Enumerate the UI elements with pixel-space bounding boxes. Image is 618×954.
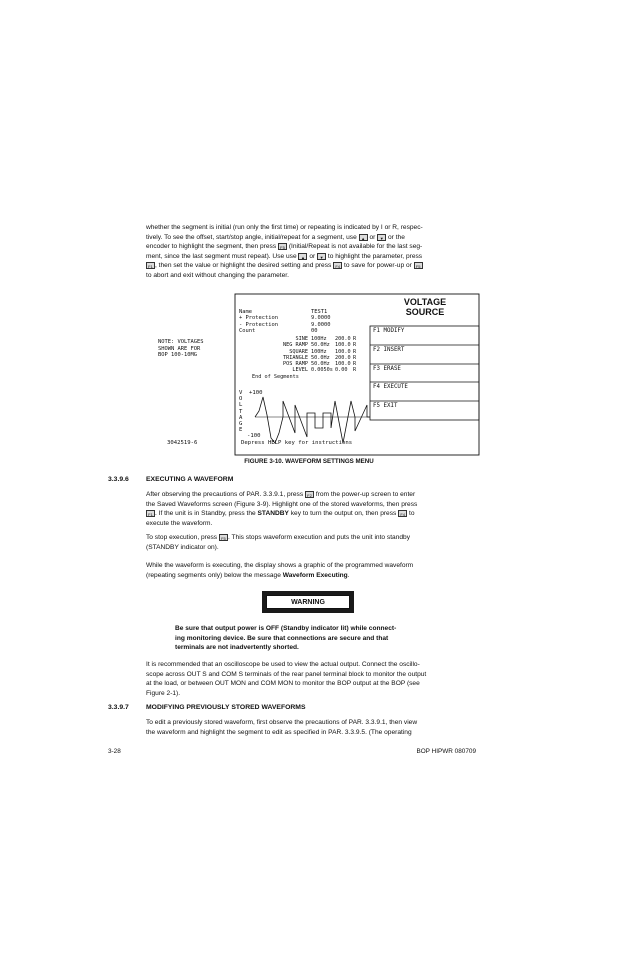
intro-line-1: whether the segment is initial (run only the first time) or repeating is indicated by I or R, respec- [146,224,423,231]
field-label: + Protection [239,315,278,322]
warning-line: Be sure that output power is OFF (Standby indicator lit) while connect- [175,625,397,632]
intro-text: , then set the value or highlight the desired setting and press [155,262,332,269]
segment-type: LEVEL [292,367,308,374]
segment-freq: 50.0Hz [311,342,330,349]
intro-text: to highlight the parameter, press [327,252,423,260]
intro-line-3 [146,242,476,252]
section-number: 3.3.9.7 [108,704,129,711]
segment-amp: 100.0 [335,348,351,355]
exec-paragraph-1 [146,490,476,528]
segment-type: SQUARE [289,348,308,355]
up-arrow-key-icon: ▲ [298,253,307,260]
intro-paragraph [146,223,476,280]
voltage-source-header [375,297,475,317]
warning-line: ing monitoring device. Be sure that connections are secure and that [175,634,389,642]
down-arrow-key-icon: ▼ [377,234,386,241]
field-label: - Protection [239,321,278,328]
figure-note [158,339,203,359]
segment-rep: R [353,348,357,355]
field-value: 00 [311,327,318,334]
segment-rep: R [353,367,357,374]
axis-letter: E [239,427,243,434]
standby-key-label: STANDBY [257,510,289,517]
menu-item-erase[interactable]: F3 ERASE [373,366,401,372]
segment-type: SINE [295,336,308,342]
intro-text: or [309,252,316,260]
segment-amp: 200.0 [335,354,351,361]
end-of-segments: End of Segments [252,373,299,380]
para-line [146,509,476,519]
para-text: . [347,571,350,579]
axis-letter: O [239,396,243,403]
menu-item-insert[interactable]: F2 INSERT [373,347,405,353]
function-menu [373,328,408,422]
para-line [146,571,476,581]
modify-paragraph [146,718,476,737]
segment-rep: R [353,336,357,342]
segment-amp: 100.0 [335,342,351,349]
axis-letter: L [239,402,243,409]
axis-top-value: +100 [249,390,263,396]
intro-line-4 [146,252,476,262]
intro-text: or [369,233,376,241]
segment-amp: 200.0 [335,336,351,342]
para-line [146,533,476,543]
segment-type: POS RAMP [283,361,308,368]
exec-paragraph-3 [146,561,476,580]
segment-list [239,336,356,380]
warning-text [175,624,465,653]
segment-freq: 50.0Hz [311,361,330,368]
field-value: 9.0000 [311,315,331,322]
waveform-executing-label: Waveform Executing [282,571,348,579]
menu-item-execute[interactable]: F4 EXECUTE [373,384,408,390]
exec-paragraph-2 [146,533,476,552]
para-line: execute the waveform. [146,519,213,527]
warning-line: terminals are not inadvertently shorted. [175,644,299,651]
para-text: key to turn the output on, then press [290,510,397,517]
segment-amp: 100.0 [335,361,351,368]
page-number: 3-28 [108,748,121,755]
voltage-axis-label [239,390,242,433]
section-title: MODIFYING PREVIOUSLY STORED WAVEFORMS [146,704,306,711]
note-line: BOP 100-10MG [158,352,197,358]
waveform-settings-figure [155,293,485,458]
segment-type: TRIANGLE [283,354,308,361]
intro-text: ment, since the last segment must repeat). Use use [146,252,297,260]
field-value: TEST1 [311,309,328,315]
segment-rep: R [353,361,357,368]
para-line: the Saved Waveforms screen (Figure 3-9). Highlight one of the stored waveforms, then press [146,500,418,508]
intro-line-5 [146,261,476,271]
para-line: To edit a previously stored waveform, first observe the precautions of PAR. 3.3.9.1, then view [146,719,418,726]
f1-key-icon: F1 [146,510,155,517]
para-line: While the waveform is executing, the display shows a graphic of the programmed waveform [146,562,414,569]
para-line: (STANDBY indicator on). [146,543,219,551]
f1-key-icon: F1 [146,262,155,269]
note-line: SHOWN ARE FOR [158,345,201,352]
f5-key-icon: F5 [414,262,423,269]
f4-key-icon: F4 [333,262,342,269]
field-row [239,328,330,334]
para-text: (repeating segments only) below the message [146,571,281,579]
para-line: It is recommended that an oscilloscope be used to view the actual output. Connect the oscillo- [146,661,420,668]
header-line: VOLTAGE [403,297,447,307]
intro-text: (Initial/Repeat is not available for the last seg- [288,243,423,250]
axis-bottom-value: -100 [247,433,261,439]
warning-banner: WARNING [266,595,350,609]
segment-rep: R [353,354,357,361]
field-list [239,309,330,334]
f4-key-icon: F4 [398,510,407,517]
section-title: EXECUTING A WAVEFORM [146,476,234,483]
para-line [146,490,476,500]
intro-line-2 [146,233,476,243]
intro-text: encoder to highlight the segment, then press [146,243,277,250]
f5-key-icon: F5 [219,534,228,541]
intro-text: to save for power-up or [344,262,412,269]
down-arrow-key-icon: ▼ [317,253,326,260]
help-hint: Depress HELP key for instructions [241,440,353,446]
para-text: . This stops waveform execution and puts the unit into standby [227,534,410,541]
f5-key-icon: F5 [278,243,287,250]
section-number: 3.3.9.6 [108,476,129,483]
up-arrow-key-icon: ▲ [359,234,368,241]
para-text: to [409,510,415,517]
segment-rep: R [353,342,357,349]
intro-line-6: to abort and exit without changing the parameter. [146,271,289,279]
para-line: scope across OUT S and COM S terminals of the rear panel terminal block to monitor the output [146,670,427,678]
figure-part-number: 3042519-6 [167,440,198,446]
field-label: Name [239,309,252,315]
para-text: from the power-up screen to enter [315,491,416,498]
para-text: . If the unit is in Standby, press the [155,510,256,517]
segment-freq: 50.0Hz [311,354,330,361]
axis-letter: G [239,421,243,428]
note-line: NOTE: VOLTAGES [158,339,204,345]
segment-freq: 0.0050s [311,367,333,374]
field-label: Count [239,327,256,334]
intro-text: tively. To see the offset, start/stop angle, initial/repeat for a segment, use [146,233,357,241]
field-value: 9.0000 [311,321,331,328]
segment-freq: 100Hz [311,348,327,355]
segment-row[interactable] [239,367,356,373]
segment-amp: 0.00 [335,367,348,374]
para-line: the waveform and highlight the segment to edit as specified in PAR. 3.3.9.5. (The operating [146,728,412,736]
axis-letter: V [239,390,243,396]
f2-key-icon: F2 [305,491,314,498]
para-text: After observing the precautions of PAR. 3.3.9.1, press [146,491,304,498]
para-line: Figure 2-1). [146,689,181,697]
segment-freq: 100Hz [311,336,327,342]
menu-item-modify[interactable]: F1 MODIFY [373,328,405,334]
axis-letter: A [239,414,243,421]
menu-item-exit[interactable]: F5 EXIT [373,403,398,409]
document-id: BOP HIPWR 080709 [416,748,476,755]
intro-text: or the [388,233,405,241]
header-line: SOURCE [405,307,445,317]
para-line: at the load, or between OUT MON and COM MON to monitor the BOP output at the BOP (see [146,680,420,687]
figure-caption: FIGURE 3-10. WAVEFORM SETTINGS MENU [244,458,374,465]
waveform-trace [255,397,370,443]
para-text: To stop execution, press [146,534,218,541]
oscilloscope-paragraph [146,660,476,698]
segment-type: NEG RAMP [283,342,308,349]
axis-letter: T [239,408,243,415]
